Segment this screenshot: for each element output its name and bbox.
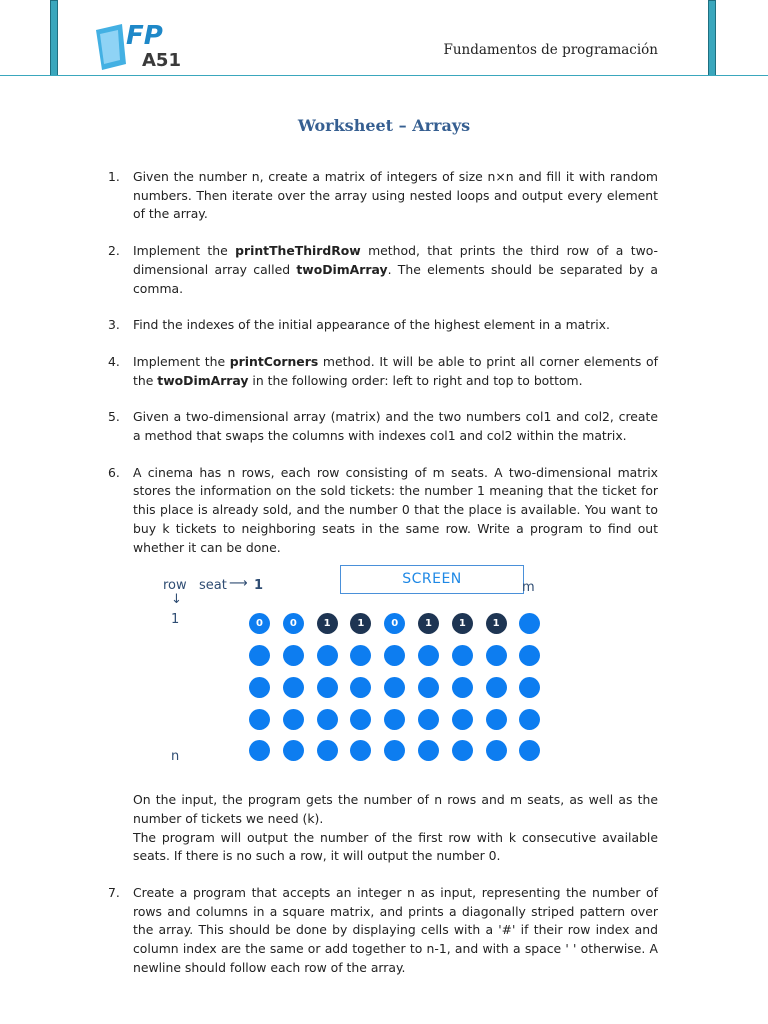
seat-available — [519, 740, 540, 761]
cinema-seat-diagram — [108, 565, 568, 787]
text-segment: Given a two-dimensional array (matrix) and the two numbers col1 and col2, create a method that swaps the columns with indexes col1 and col2 within the matrix. — [133, 409, 658, 444]
seat-available: 0 — [384, 613, 405, 634]
exercise-text — [133, 242, 658, 298]
exercise-followup-text: On the input, the program gets the number of n rows and m seats, as well as the number of tickets we need (k). — [133, 792, 658, 826]
exercise-text — [133, 316, 658, 335]
m-label: m — [522, 580, 535, 596]
seat-available — [249, 709, 270, 730]
seat-available — [418, 677, 439, 698]
exercise-item — [108, 242, 658, 298]
seat-available: 0 — [283, 613, 304, 634]
seat-arrow: ⟶ — [229, 576, 248, 592]
code-identifier: twoDimArray — [296, 261, 388, 277]
logo-text-top: FP — [126, 21, 163, 51]
text-segment: Implement the — [133, 243, 236, 259]
text-segment: method, that prints the third row of a two-dimensional array called — [133, 243, 658, 277]
code-identifier: printTheThirdRow — [235, 243, 361, 259]
worksheet-title: Worksheet – Arrays — [297, 116, 471, 135]
seat-available — [486, 740, 507, 761]
text-segment: Given the number n, create a matrix of integers of size n×n and fill it with random numbers. Then iterate over the array using nested loops and output every element of the array. — [133, 169, 658, 222]
seat-available — [350, 740, 371, 761]
fp-a51-logo — [92, 14, 186, 72]
seat-available — [519, 677, 540, 698]
down-arrow-icon: ↓ — [171, 592, 182, 608]
row-label: row — [163, 578, 187, 594]
text-segment: Find the indexes of the initial appearance of the highest element in a matrix. — [133, 317, 610, 333]
text-segment: . The elements should be separated by a comma. — [133, 261, 658, 296]
seat-available — [486, 645, 507, 666]
seat-available — [418, 709, 439, 730]
seat-available — [384, 677, 405, 698]
seat-available — [452, 709, 473, 730]
first-seat-label: 1 — [254, 578, 264, 594]
seat-available — [519, 709, 540, 730]
header-rule — [0, 75, 768, 76]
exercise-item — [108, 408, 658, 445]
seat-available: 0 — [249, 613, 270, 634]
text-segment: A cinema has n rows, each row consisting of m seats. A two-dimensional matrix stores the information on the sold tickets: the number 1 meaning that the ticket for this place is already sold, and the number 0 that the place is available. You want to buy k tickets to neighboring seats in the same row. Write a program to find out whether it can be done. — [133, 464, 658, 555]
exercise-text — [133, 884, 658, 978]
screen-label: SCREEN — [340, 565, 524, 594]
text-segment: in the following order: left to right and top to bottom. — [248, 372, 583, 388]
exercise-number: 1. — [108, 169, 120, 184]
seat-available — [317, 740, 338, 761]
exercise-item — [108, 316, 658, 335]
exercise-number: 5. — [108, 409, 120, 425]
exercise-number: 3. — [108, 317, 120, 333]
text-segment: method. It will be able to print all corner elements of the — [133, 353, 658, 388]
seat-available — [350, 645, 371, 666]
seat-available — [384, 709, 405, 730]
exercise-item — [108, 884, 658, 978]
seat-sold: 1 — [350, 613, 371, 634]
seat-available — [350, 709, 371, 730]
exercise-text — [133, 353, 658, 390]
exercise-number: 2. — [108, 243, 120, 259]
text-segment: Implement the — [133, 353, 230, 369]
exercise-text — [133, 464, 658, 558]
exercise-item — [108, 353, 658, 390]
exercise-number: 7. — [108, 885, 120, 901]
seat-available — [486, 709, 507, 730]
code-identifier: twoDimArray — [157, 372, 249, 388]
text-segment: Create a program that accepts an integer n as input, representing the number of rows and columns in a square matrix, and prints a diagonally striped pattern over the array. This should be done by displaying cells with a '#' if their row index and column index are the same or add together to n-1, and with a space ' ' otherwise. A newline should follow each row of the array. — [133, 885, 658, 975]
seat-sold: 1 — [452, 613, 473, 634]
seat-available — [519, 613, 540, 634]
seat-sold: 1 — [486, 613, 507, 634]
header-bar-right — [708, 0, 716, 76]
header-title: Fundamentos de programación — [443, 42, 658, 58]
seat-available — [384, 740, 405, 761]
exercise-item — [108, 464, 658, 866]
exercise-followup-text: The program will output the number of the first row with k consecutive available seats. If there is no such a row, it will output the number 0. — [133, 829, 658, 864]
seat-available — [452, 740, 473, 761]
seat-available — [418, 645, 439, 666]
exercise-number: 4. — [108, 353, 120, 369]
exercise-list — [108, 168, 658, 978]
seat-available — [283, 740, 304, 761]
exercise-number: 6. — [108, 464, 120, 480]
seat-available — [283, 709, 304, 730]
header-bar-left — [50, 0, 58, 76]
seat-available — [283, 645, 304, 666]
seat-available — [452, 677, 473, 698]
logo-text-bottom: A51 — [142, 50, 181, 71]
seat-available — [249, 677, 270, 698]
seat-available — [249, 740, 270, 761]
exercise-text — [133, 168, 658, 224]
seat-available — [317, 645, 338, 666]
first-row-label: 1 — [171, 612, 180, 628]
seat-available — [519, 645, 540, 666]
seat-sold: 1 — [418, 613, 439, 634]
seat-available — [283, 677, 304, 698]
n-label: n — [171, 749, 180, 765]
seat-label: seat — [199, 578, 227, 594]
seat-sold: 1 — [317, 613, 338, 634]
code-identifier: printCorners — [229, 353, 319, 369]
seat-available — [418, 740, 439, 761]
seat-available — [317, 677, 338, 698]
page-header — [0, 0, 768, 80]
seat-available — [350, 677, 371, 698]
seat-available — [486, 677, 507, 698]
exercise-text — [133, 408, 658, 445]
seat-available — [317, 709, 338, 730]
exercise-item — [108, 168, 658, 224]
seat-available — [384, 645, 405, 666]
seat-available — [249, 645, 270, 666]
seat-available — [452, 645, 473, 666]
